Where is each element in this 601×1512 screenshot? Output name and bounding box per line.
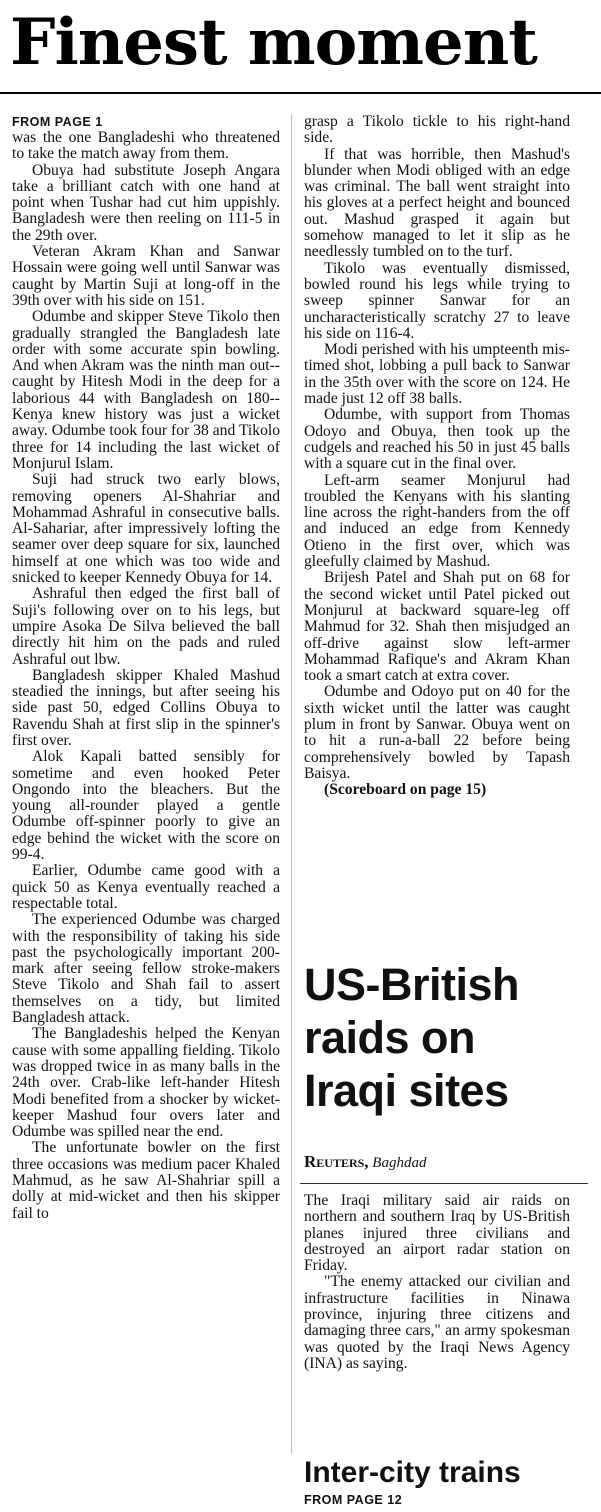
paragraph: Odumbe and Odoyo put on 40 for the sixth wicket until the latter was caught plum in front by Sanwar. Obuya went on to hit a run-a-ball 22 before being comprehensively bowled by Tapash Baisya. — [304, 683, 570, 782]
paragraph: The Bangladeshis helped the Kenyan cause with some appalling fielding. Tikolo was dropped twice in as many balls in the 24th over. Crab-like left-hander Hitesh Modi benefited from a shocker by wicket-keeper Mashud four overs later and Odumbe was spilled near the end. — [12, 1025, 280, 1141]
paragraph: Odumbe and skipper Steve Tikolo then gradually strangled the Bangladesh late order with some accurate spin bowling. And when Akram was the ninth man out--caught by Hitesh Modi in the deep for a laborious 44 with Bangladesh on 180-- Kenya knew history was just a wicket away. Odumbe took four for 38 and Tikolo three for 14 including the last wicket of Monjurul Islam. — [12, 308, 280, 472]
article-column-1 — [12, 114, 280, 1222]
paragraph: "The enemy attacked our civilian and infrastructure facilities in Ninawa province, injuring three citizens and damaging three cars," an army spokesman was quoted by the Iraqi News Agency (INA) as saying. — [304, 1273, 570, 1372]
scoreboard-reference: (Scoreboard on page 15) — [324, 781, 487, 799]
paragraph: Veteran Akram Khan and Sanwar Hossain were going well until Sanwar was caught by Martin Suji at long-off in the 39th over with his side on 151. — [12, 243, 280, 309]
main-headline: Finest moment — [10, 5, 537, 80]
paragraph: Earlier, Odumbe came good with a quick 50 as Kenya eventually reached a respectable total. — [12, 862, 280, 912]
paragraph: The unfortunate bowler on the first three occasions was medium pacer Khaled Mahmud, as he saw Al-Shahriar spill a dolly at mid-wicket and then his skipper fail to — [12, 1139, 280, 1222]
secondary-headline-line: raids on — [304, 1012, 476, 1063]
secondary-headline-line: US-British — [304, 959, 520, 1010]
byline — [304, 1152, 584, 1172]
continued-from-kicker: FROM PAGE 12 — [304, 1493, 403, 1507]
byline-agency: Reuters, — [304, 1152, 369, 1171]
paragraph: was the one Bangladeshi who threatened to take the match away from them. — [12, 129, 280, 163]
paragraph: Odumbe, with support from Thomas Odoyo and Obuya, then took up the cudgels and reached his 50 in just 45 balls with a square cut in the final over. — [304, 406, 570, 473]
continued-from-kicker: FROM PAGE 1 — [12, 115, 103, 129]
story2-body — [304, 1193, 570, 1372]
paragraph: Bangladesh skipper Khaled Mashud steadied the innings, but after seeing his side past 50, edged Collins Obuya to Ravendu Shah at first slip in the spinner's first over. — [12, 666, 280, 749]
byline-rule — [300, 1183, 588, 1184]
paragraph: Tikolo was eventually dismissed, bowled round his legs while trying to sweep spinner Sanwar for an uncharacteristically scratchy 27 to leave his side on 116-4. — [304, 259, 570, 342]
paragraph: Obuya had substitute Joseph Angara take a brilliant catch with one hand at point when Tushar had cut him uppishly. Bangladesh were then reeling on 111-5 in the 29th over. — [12, 161, 280, 244]
paragraph: Modi perished with his umpteenth mis-timed shot, lobbing a pull back to Sanwar in the 35th over with the score on 124. He made just 12 off 38 balls. — [304, 341, 570, 408]
paragraph: The Iraqi military said air raids on northern and southern Iraq by US-British planes injured three civilians and destroyed an airport radar station on Friday. — [304, 1192, 570, 1275]
column-divider — [291, 114, 292, 1454]
paragraph: Left-arm seamer Monjurul had troubled the Kenyans with his slanting line across the right-handers from the off and induced an edge from Kennedy Otieno in the first over, which was gleefully claimed by Mashud. — [304, 471, 570, 571]
secondary-headline-line: Iraqi sites — [304, 1065, 509, 1116]
paragraph: Alok Kapali batted sensibly for sometime and even hooked Peter Ongondo into the bleachers. But the young all-rounder played a gentle Odumbe off-spinner poorly to give an edge behind the wicket with the score on 99-4. — [12, 748, 280, 864]
paragraph: If that was horrible, then Mashud's blunder when Modi obliged with an edge was criminal. The ball went straight into his gloves at a perfect height and bounced out. Mashud grasped it again but somehow managed to let it slip as he needlessly tumbled on to the turf. — [304, 145, 570, 261]
headline-rule — [0, 92, 601, 94]
paragraph: grasp a Tikolo tickle to his right-hand side. — [304, 113, 570, 147]
paragraph: Ashraful then edged the first ball of Suji's following over on to his legs, but umpire Asoka De Silva believed the ball directly hit him on the pads and ruled Ashraful out lbw. — [12, 585, 280, 668]
byline-place: Baghdad — [372, 1155, 427, 1171]
paragraph: Suji had struck two early blows, removing openers Al-Shahriar and Mohammad Ashraful in consecutive balls. Al-Sahariar, after impressively lofting the seamer over deep square for six, launched himself at one which was too wide and snicked to keeper Kennedy Obuya for 14. — [12, 471, 280, 587]
tertiary-headline: Inter-city trains — [304, 1456, 521, 1489]
paragraph: The experienced Odumbe was charged with the responsibility of taking his side past the psychologically important 200-mark after seeing fellow stroke-makers Steve Tikolo and Shah fail to assert themselves on a tidy, but limited Bangladesh attack. — [12, 911, 280, 1027]
paragraph: Brijesh Patel and Shah put on 68 for the second wicket until Patel picked out Monjurul at backward square-leg off Mahmud for 32. Shah then misjudged an off-drive against slow left-armer Mohammad Rafique's and Akram Khan took a smart catch at extra cover. — [304, 569, 570, 685]
article-column-2 — [304, 114, 570, 798]
secondary-headline — [304, 958, 584, 1117]
